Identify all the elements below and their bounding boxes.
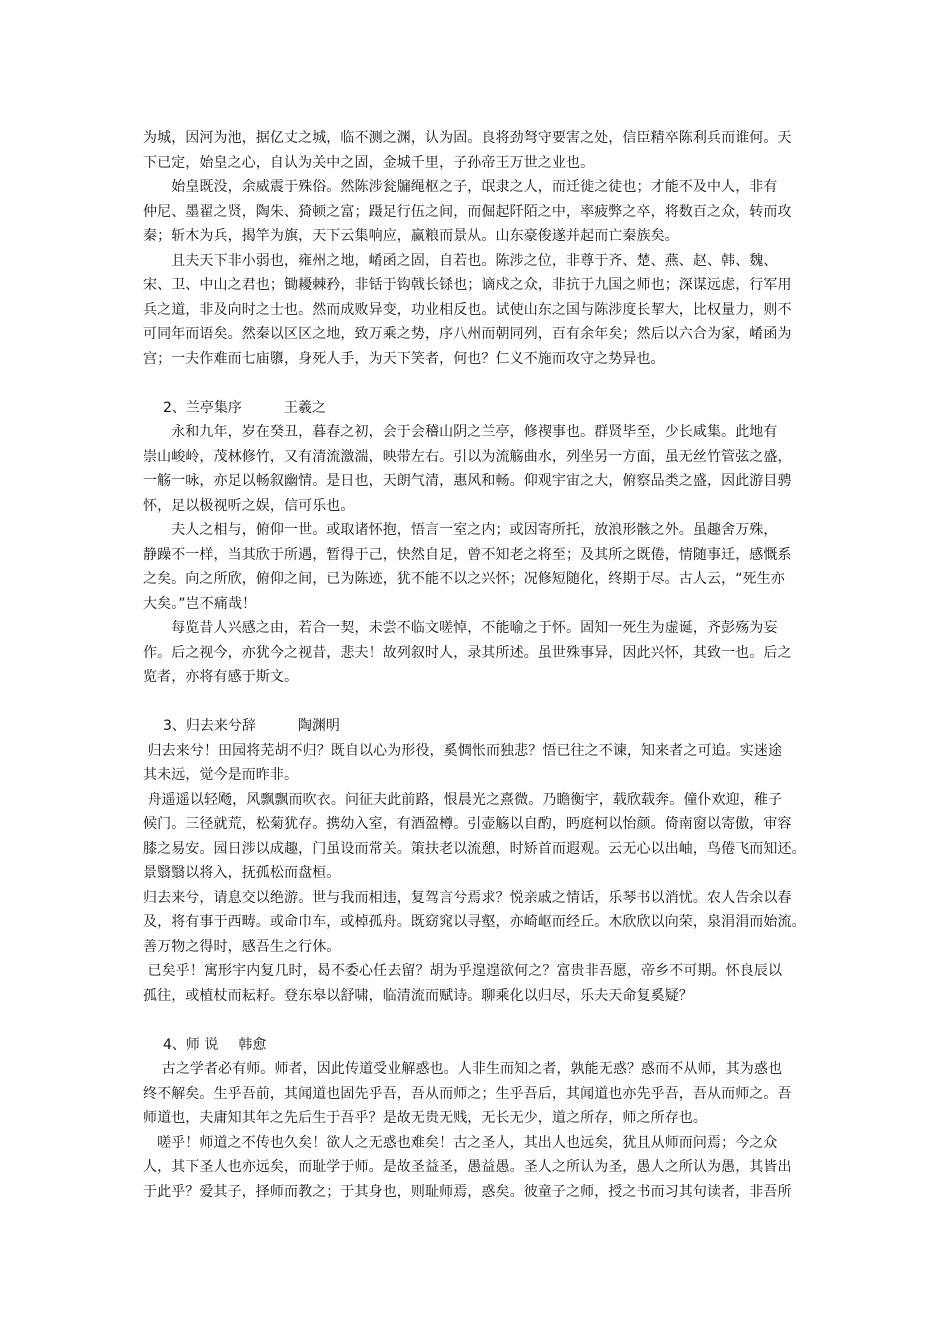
section-shi-shuo	[143, 1033, 813, 1205]
section-heading	[143, 714, 813, 739]
text-line: 览者，亦将有感于斯文。	[143, 669, 299, 685]
text-line: 为城，因河为池，据亿丈之城，临不测之渊，认为固。良将劲弩守要害之处，信臣精卒陈利兵而谁何。天	[143, 130, 792, 146]
text-line: 嗟乎！师道之不传也久矣！欲人之无惑也难矣！古之圣人，其出人也远矣，犹且从师而问焉；今之众	[143, 1134, 778, 1151]
text-line: 师道也，夫庸知其年之先后生于吾乎？是故无贵无贱，无长无少，道之所存，师之所存也。	[143, 1110, 707, 1126]
text-line: 舟遥遥以轻飏，风飘飘而吹衣。问征夫此前路，恨晨光之熹微。乃瞻衡宇，载欣载奔。僮仆欢迎，稚子	[143, 791, 783, 808]
section-title: 3、归去来兮辞	[163, 718, 256, 734]
text-line: 其未远，觉今是而昨非。	[143, 767, 299, 783]
text-line: 候门。三径就荒，松菊犹存。携幼入室，有酒盈樽。引壶觞以自酌，眄庭柯以怡颜。倚南窗以寄傲，审容	[143, 816, 792, 832]
text-line: 宋、卫、中山之君也；锄耰棘矜，非铦于钩戟长铩也；谪戍之众，非抗于九国之师也；深谋远虑，行军用	[143, 277, 792, 293]
text-line: 膝之易安。园日涉以成趣，门虽设而常关。策扶老以流憩，时矫首而遐观。云无心以出岫，鸟倦飞而知还。	[143, 840, 806, 857]
text-line: 下已定，始皇之心，自认为关中之固，金城千里，子孙帝王万世之业也。	[143, 154, 595, 171]
text-line: 兵之道，非及向时之士也。然而成败异变，功业相反也。试使山东之国与陈涉度长挈大，比权量力，则不	[143, 301, 792, 318]
section-heading	[143, 1033, 813, 1058]
section-author: 陶渊明	[297, 718, 340, 734]
text-line: 每览昔人兴感之由，若合一契，未尝不临文嗟悼，不能喻之于怀。固知一死生为虚诞，齐彭殇为妄	[143, 620, 778, 636]
text-line: 归去来兮！田园将芜胡不归？既自以心为形役，奚惆怅而独悲？悟已往之不谏，知来者之可追。实迷途	[143, 742, 783, 759]
text-line: 大矣。”岂不痛哉！	[143, 595, 257, 612]
section-title: 4、师 说	[163, 1036, 219, 1053]
text-line: 归去来兮，请息交以绝游。世与我而相违，复驾言兮焉求？悦亲戚之情话，乐琴书以消忧。农人告余以春	[143, 889, 792, 906]
text-line: 怀，足以极视听之娱，信可乐也。	[143, 497, 355, 514]
section-title: 2、兰亭集序	[163, 399, 242, 416]
text-line: 一觞一咏，亦足以畅叙幽情。是日也，天朗气清，惠风和畅。仰观宇宙之大，俯察品类之盛，因此游目骋	[143, 473, 792, 489]
text-line: 宫；一夫作难而七庙隳，身死人手，为天下笑者，何也？仁义不施而攻守之势异也。	[143, 350, 665, 367]
text-line: 古之学者必有师。师者，因此传道受业解惑也。人非生而知之者，孰能无惑？惑而不从师，其为惑也	[143, 1061, 783, 1077]
section-heading	[143, 396, 813, 421]
text-line: 且夫天下非小弱也，雍州之地，崤函之固，自若也。陈涉之位，非尊于齐、楚、燕、赵、韩、魏、	[143, 252, 778, 269]
text-line: 作。后之视今，亦犹今之视昔，悲夫！故列叙时人，录其所述。虽世殊事异，因此兴怀，其致一也。后之	[143, 644, 792, 661]
text-line: 始皇既没，余威震于殊俗。然陈涉瓮牖绳枢之子，氓隶之人，而迁徙之徒也；才能不及中人，非有	[143, 179, 778, 195]
section-lanting-xu	[143, 396, 813, 690]
text-line: 可同年而语矣。然秦以区区之地，致万乘之势，序八州而朝同列，百有余年矣；然后以六合为家，崤函为	[143, 326, 792, 342]
text-line: 人，其下圣人也亦远矣，而耻学于师。是故圣益圣，愚益愚。圣人之所认为圣，愚人之所认为愚，其皆出	[143, 1159, 792, 1175]
text-line: 善万物之得时，感吾生之行休。	[143, 938, 341, 955]
text-line: 及，将有事于西畴。或命巾车，或棹孤舟。既窈窕以寻壑，亦崎岖而经丘。木欣欣以向荣，泉涓涓而始流。	[143, 914, 806, 930]
section-guiqulai-ci	[143, 714, 813, 1008]
section-author: 王羲之	[283, 399, 326, 416]
text-line: 秦；斩木为兵，揭竿为旗，天下云集响应，赢粮而景从。山东豪俊遂并起而亡秦族矣。	[143, 228, 679, 244]
text-line: 终不解矣。生乎吾前，其闻道也固先乎吾，吾从而师之；生乎吾后，其闻道也亦先乎吾，吾从而师之。吾	[143, 1085, 792, 1102]
text-line: 于此乎？爱其子，择师而教之；于其身也，则耻师焉，惑矣。彼童子之师，授之书而习其句读者，非吾所	[143, 1183, 792, 1200]
text-line: 崇山峻岭，茂林修竹，又有清流激湍，映带左右。引以为流觞曲水，列坐另一方面，虽无丝竹管弦之盛，	[143, 448, 792, 465]
section-1-continuation	[143, 126, 813, 371]
text-line: 孤往，或植杖而耘耔。登东皋以舒啸，临清流而赋诗。聊乘化以归尽，乐夫天命复奚疑？	[143, 987, 693, 1004]
section-author: 韩愈	[238, 1036, 267, 1053]
text-line: 之矣。向之所欣，俯仰之间，已为陈迹，犹不能不以之兴怀；况修短随化，终期于尽。古人云，“死生亦	[143, 571, 785, 587]
document-page	[143, 126, 813, 1204]
text-line: 静躁不一样，当其欣于所遇，暂得于己，快然自足，曾不知老之将至；及其所之既倦，情随事迁，感慨系	[143, 546, 792, 563]
text-line: 景翳翳以将入，抚孤松而盘桓。	[143, 865, 341, 881]
text-line: 已矣乎！寓形宇内复几时，曷不委心任去留？胡为乎遑遑欲何之？富贵非吾愿，帝乡不可期。怀良辰以	[143, 963, 783, 979]
text-line: 永和九年，岁在癸丑，暮春之初，会于会稽山阴之兰亭，修禊事也。群贤毕至，少长咸集。此地有	[143, 424, 778, 440]
text-line: 仲尼、墨翟之贤，陶朱、猗顿之富；蹑足行伍之间，而倔起阡陌之中，率疲弊之卒，将数百之众，转而攻	[143, 203, 792, 220]
text-line: 夫人之相与，俯仰一世。或取诸怀抱，悟言一室之内；或因寄所托，放浪形骸之外。虽趣舍万殊，	[143, 522, 778, 538]
